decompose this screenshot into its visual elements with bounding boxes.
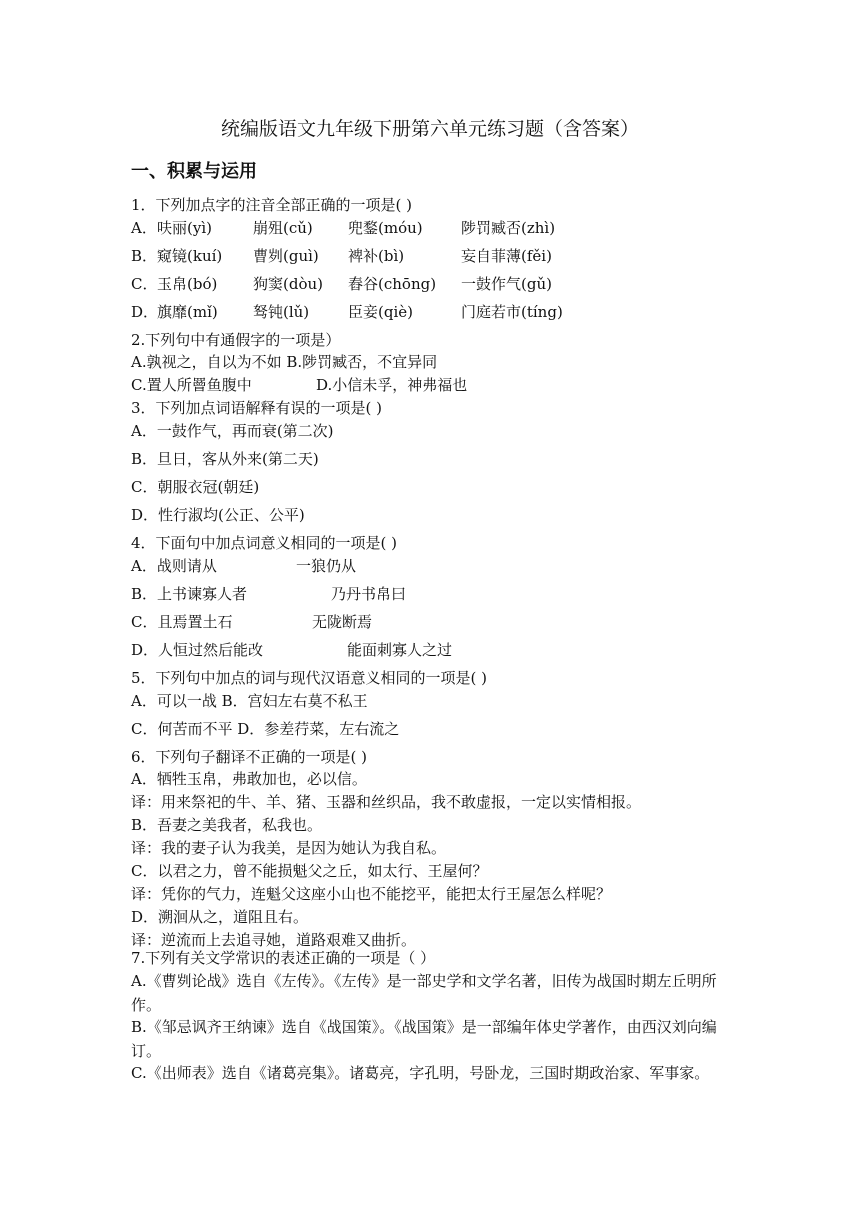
q6-line: 译：逆流而上去追寻她，道路艰难又曲折。 xyxy=(131,931,417,949)
option-item: C．且焉置土石 xyxy=(131,613,233,631)
question-3-stem: 3．下列加点词语解释有误的一项是( ) xyxy=(131,399,383,417)
q6-line: 译：用来祭祀的牛、羊、猪、玉器和丝织品，我不敢虚报，一定以实情相报。 xyxy=(131,793,642,811)
q6-line: D．溯洄从之，道阻且右。 xyxy=(131,908,309,926)
q6-line: 译：凭你的气力，连魁父这座小山也不能挖平，能把太行王屋怎么样呢？ xyxy=(131,885,612,903)
q6-line: C．以君之力，曾不能损魁父之丘，如太行、王屋何？ xyxy=(131,862,488,880)
option-item: 旗靡(mǐ) xyxy=(157,303,218,321)
option-item: 一鼓作气(gǔ) xyxy=(461,275,552,293)
q3-option-c: C．朝服衣冠(朝廷) xyxy=(131,478,260,496)
option-item: 能面刺寡人之过 xyxy=(347,641,453,659)
option-item: 狗窦(dòu) xyxy=(253,275,323,293)
option-item: 兜鍪(móu) xyxy=(348,219,423,237)
q3-option-d: D．性行淑均(公正、公平) xyxy=(131,506,305,524)
option-item: C.置人所罾鱼腹中 xyxy=(131,376,252,394)
option-letter: D． xyxy=(131,303,159,321)
option-item: 驽钝(lǔ) xyxy=(253,303,310,321)
q6-line: A．牺牲玉帛，弗敢加也，必以信。 xyxy=(131,770,367,788)
option-item: 曹刿(guì) xyxy=(253,247,319,265)
option-item: 舂谷(chōng) xyxy=(348,275,437,293)
option-item: 崩殂(cǔ) xyxy=(253,219,313,237)
option-letter: B． xyxy=(131,247,158,265)
section-heading: 一、积累与运用 xyxy=(131,161,257,182)
q3-option-b: B．旦日，客从外来(第二天) xyxy=(131,450,319,468)
question-5-stem: 5．下列句中加点的词与现代汉语意义相同的一项是( ) xyxy=(131,669,488,687)
q6-line: B．吾妻之美我者，私我也。 xyxy=(131,816,323,834)
option-item: 乃丹书帛曰 xyxy=(331,585,407,603)
option-item: D．人恒过然后能改 xyxy=(131,641,264,659)
q5-options-cd: C．何苦而不平 D．参差荇菜，左右流之 xyxy=(131,720,400,738)
question-2-stem: 2.下列句中有通假字的一项是） xyxy=(131,331,341,349)
document-title: 统编版语文九年级下册第六单元练习题（含答案） xyxy=(220,118,639,140)
option-item: 臣妾(qiè) xyxy=(348,303,413,321)
option-item: 窥镜(kuí) xyxy=(157,247,223,265)
option-letter: C． xyxy=(131,275,158,293)
option-item: 无陇断焉 xyxy=(312,613,373,631)
q2-options-ab: A.孰视之，自以为不如 B.陟罚臧否，不宜异同 xyxy=(131,353,438,371)
q7-option-b: B.《邹忌讽齐王纳谏》选自《战国策》。《战国策》是一部编年体史学著作，由西汉刘向编订。 xyxy=(131,1018,717,1060)
q7-option-a: A.《曹刿论战》选自《左传》。《左传》是一部史学和文学名著，旧传为战国时期左丘明所作。 xyxy=(131,972,717,1014)
question-7-stem: 7.下列有关文学常识的表述正确的一项是（ ） xyxy=(131,949,436,967)
question-6-stem: 6．下列句子翻译不正确的一项是( ) xyxy=(131,748,368,766)
option-item: 妄自菲薄(fěi) xyxy=(461,247,552,265)
q5-options-ab: A．可以一战 B．宫妇左右莫不私王 xyxy=(131,692,368,710)
option-item: 陟罚臧否(zhì) xyxy=(461,219,556,237)
question-1-stem: 1．下列加点字的注音全部正确的一项是( ) xyxy=(131,196,413,214)
option-item: 裨补(bì) xyxy=(348,247,405,265)
q3-option-a: A．一鼓作气，再而衰(第二次) xyxy=(131,422,334,440)
q6-line: 译：我的妻子认为我美，是因为她认为我自私。 xyxy=(131,839,447,857)
option-item: 一狼仍从 xyxy=(296,557,357,575)
question-4-stem: 4．下面句中加点词意义相同的一项是( ) xyxy=(131,534,398,552)
q7-option-c: C.《出师表》选自《诸葛亮集》。诸葛亮，字孔明，号卧龙，三国时期政治家、军事家。 xyxy=(131,1064,710,1082)
option-item: A．战则请从 xyxy=(131,557,217,575)
option-item: 门庭若市(tíng) xyxy=(461,303,563,321)
option-item: D.小信未孚，神弗福也 xyxy=(316,376,468,394)
option-item: 呋丽(yì) xyxy=(157,219,212,237)
option-letter: A． xyxy=(131,219,157,237)
option-item: B．上书谏寡人者 xyxy=(131,585,248,603)
option-item: 玉帛(bó) xyxy=(157,275,218,293)
